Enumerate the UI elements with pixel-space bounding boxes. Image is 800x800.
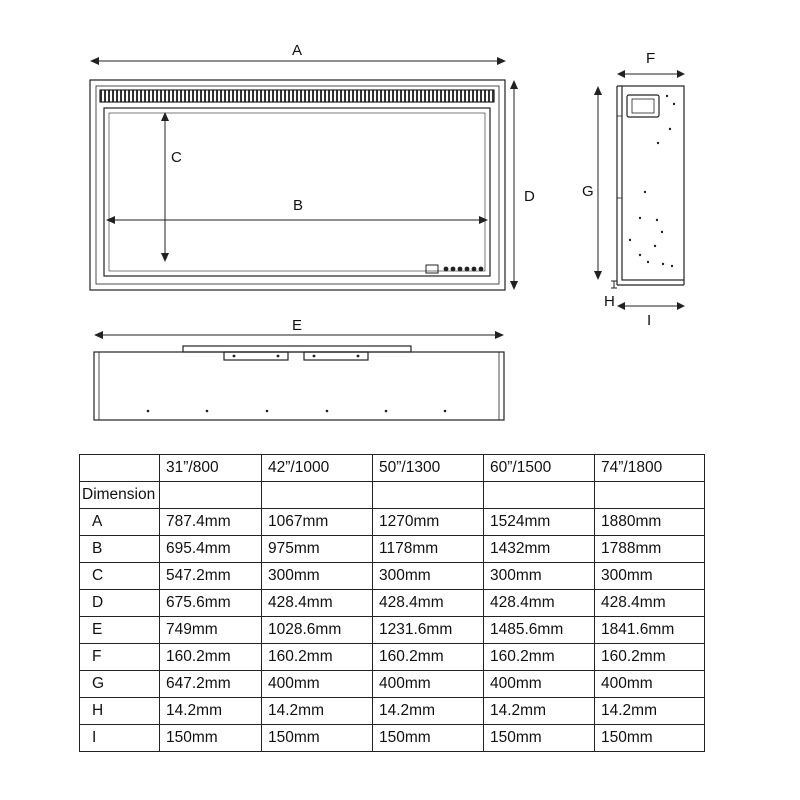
column-header: 60”/1500 xyxy=(484,455,595,482)
table-row xyxy=(80,590,705,617)
label-e: E xyxy=(292,317,303,334)
table-cell: 160.2mm xyxy=(373,644,484,671)
control-button xyxy=(444,267,448,271)
table-cell: 14.2mm xyxy=(262,698,373,725)
table-cell: 160.2mm xyxy=(595,644,705,671)
table-row xyxy=(80,536,705,563)
table-cell: 14.2mm xyxy=(160,698,262,725)
table-cell: 160.2mm xyxy=(262,644,373,671)
table-cell: 428.4mm xyxy=(595,590,705,617)
table-cell: 1485.6mm xyxy=(484,617,595,644)
side-body xyxy=(622,86,684,280)
label-b: B xyxy=(293,197,304,214)
table-cell: 400mm xyxy=(373,671,484,698)
column-header: 74”/1800 xyxy=(595,455,705,482)
table-cell: 1028.6mm xyxy=(262,617,373,644)
empty-cell xyxy=(262,482,373,509)
empty-cell xyxy=(160,482,262,509)
front-outer-frame xyxy=(90,80,505,290)
front-inner-frame xyxy=(96,86,499,284)
dimension-table xyxy=(79,454,705,752)
dimension-d xyxy=(510,80,518,290)
label-a: A xyxy=(292,42,303,59)
table-cell: 400mm xyxy=(484,671,595,698)
table-cell: 675.6mm xyxy=(160,590,262,617)
dimension-label: Dimension xyxy=(80,482,160,509)
side-view xyxy=(617,86,684,285)
label-d: D xyxy=(524,188,535,205)
table-cell: 150mm xyxy=(595,725,705,752)
side-bracket-inner xyxy=(632,99,654,113)
row-label: A xyxy=(80,509,160,536)
table-cell: 160.2mm xyxy=(484,644,595,671)
dimension-c xyxy=(161,112,169,262)
table-cell: 1788mm xyxy=(595,536,705,563)
table-row xyxy=(80,725,705,752)
dimension-table-body xyxy=(80,455,705,752)
table-row xyxy=(80,644,705,671)
control-button xyxy=(472,267,476,271)
table-cell: 428.4mm xyxy=(373,590,484,617)
table-cell: 150mm xyxy=(160,725,262,752)
label-c: C xyxy=(171,149,182,166)
table-row xyxy=(80,563,705,590)
dimension-b xyxy=(106,216,488,224)
table-cell: 150mm xyxy=(262,725,373,752)
table-cell: 14.2mm xyxy=(595,698,705,725)
label-g: G xyxy=(582,183,594,200)
table-cell: 428.4mm xyxy=(262,590,373,617)
control-button xyxy=(479,267,483,271)
table-cell: 400mm xyxy=(595,671,705,698)
table-cell: 1841.6mm xyxy=(595,617,705,644)
row-label: I xyxy=(80,725,160,752)
bottom-dots xyxy=(147,410,447,413)
row-label: G xyxy=(80,671,160,698)
table-cell: 1524mm xyxy=(484,509,595,536)
row-label: B xyxy=(80,536,160,563)
table-row xyxy=(80,509,705,536)
table-cell: 300mm xyxy=(373,563,484,590)
empty-cell xyxy=(595,482,705,509)
control-button xyxy=(465,267,469,271)
table-cell: 160.2mm xyxy=(160,644,262,671)
control-button xyxy=(458,267,462,271)
dimension-f xyxy=(617,70,685,78)
empty-cell xyxy=(373,482,484,509)
row-label: C xyxy=(80,563,160,590)
table-cell: 400mm xyxy=(262,671,373,698)
table-cell: 1067mm xyxy=(262,509,373,536)
table-cell: 300mm xyxy=(262,563,373,590)
table-row xyxy=(80,698,705,725)
control-panel xyxy=(426,265,483,273)
table-cell: 150mm xyxy=(373,725,484,752)
table-cell: 695.4mm xyxy=(160,536,262,563)
table-cell: 1432mm xyxy=(484,536,595,563)
bracket-holes xyxy=(233,355,360,358)
table-cell: 14.2mm xyxy=(484,698,595,725)
table-cell: 1880mm xyxy=(595,509,705,536)
row-label: H xyxy=(80,698,160,725)
top-view xyxy=(94,346,504,420)
table-cell: 787.4mm xyxy=(160,509,262,536)
front-view xyxy=(90,80,505,290)
top-flange xyxy=(183,346,411,352)
dimension-g xyxy=(594,86,602,280)
column-header: 42”/1000 xyxy=(262,455,373,482)
display-window xyxy=(426,265,438,273)
label-h: H xyxy=(604,293,615,310)
row-label: F xyxy=(80,644,160,671)
table-cell: 300mm xyxy=(595,563,705,590)
table-cell: 300mm xyxy=(484,563,595,590)
header-corner-cell xyxy=(80,455,160,482)
glass-panel xyxy=(104,108,490,276)
table-cell: 647.2mm xyxy=(160,671,262,698)
table-row xyxy=(80,617,705,644)
empty-cell xyxy=(484,482,595,509)
row-label: D xyxy=(80,590,160,617)
dimension-h xyxy=(611,281,617,288)
table-cell: 749mm xyxy=(160,617,262,644)
table-cell: 547.2mm xyxy=(160,563,262,590)
table-cell: 1231.6mm xyxy=(373,617,484,644)
table-cell: 14.2mm xyxy=(373,698,484,725)
table-cell: 1270mm xyxy=(373,509,484,536)
top-vent-grille xyxy=(100,90,494,102)
table-row xyxy=(80,671,705,698)
table-cell: 975mm xyxy=(262,536,373,563)
label-f: F xyxy=(646,50,656,67)
row-label: E xyxy=(80,617,160,644)
label-i: I xyxy=(647,312,652,329)
table-cell: 150mm xyxy=(484,725,595,752)
control-button xyxy=(451,267,455,271)
table-header-row xyxy=(80,455,705,482)
dimension-i xyxy=(617,302,685,310)
column-header: 31”/800 xyxy=(160,455,262,482)
dimension-label-row xyxy=(80,482,705,509)
side-dots xyxy=(629,95,675,267)
column-header: 50”/1300 xyxy=(373,455,484,482)
top-body xyxy=(94,352,504,420)
table-cell: 1178mm xyxy=(373,536,484,563)
table-cell: 428.4mm xyxy=(484,590,595,617)
